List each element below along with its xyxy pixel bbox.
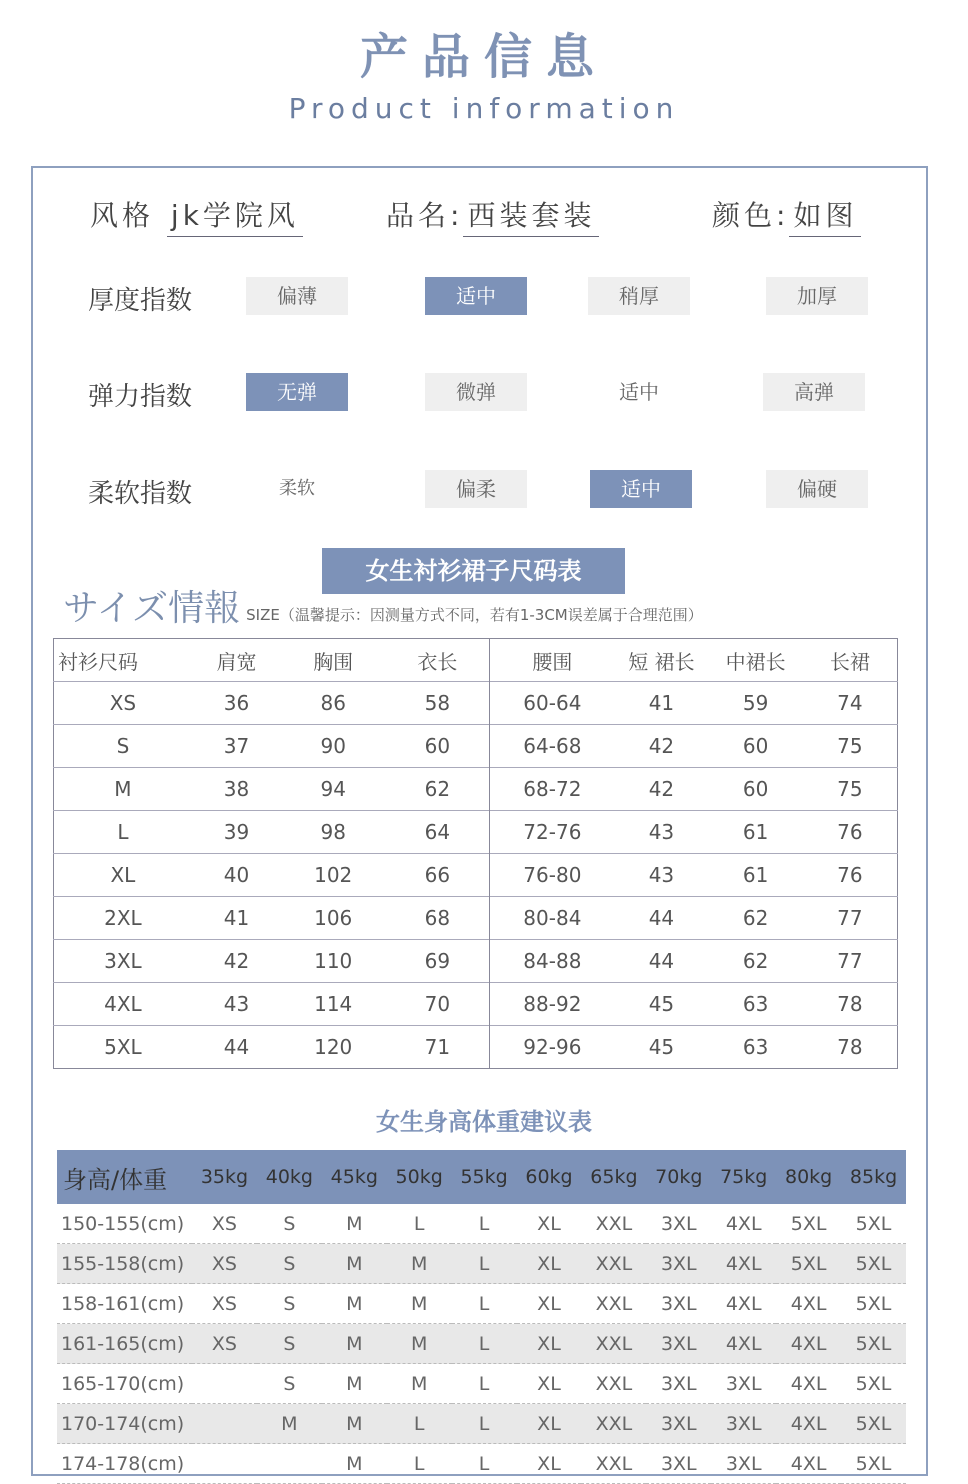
hw-cell [192, 1444, 257, 1484]
size-cell: 3XL [54, 940, 192, 983]
size-cell: 42 [614, 725, 708, 768]
meta-color-label: 颜色: [712, 199, 790, 232]
elasticity-chip-medium: 适中 [619, 380, 659, 404]
size-header-cell: 腰围 [490, 639, 614, 682]
hw-cell: S [257, 1324, 322, 1364]
size-row [54, 897, 898, 940]
size-cell: 90 [281, 725, 385, 768]
size-cell: 94 [281, 768, 385, 811]
hw-cell: 4XL [711, 1284, 776, 1324]
size-cell: 68-72 [490, 768, 614, 811]
meta-style-value: jk学院风 [167, 194, 303, 237]
size-row [54, 940, 898, 983]
hw-cell: XXL [581, 1404, 646, 1444]
hw-cell: M [322, 1204, 387, 1244]
size-cell: 58 [385, 682, 490, 725]
size-cell: 86 [281, 682, 385, 725]
size-header-cell: 衣长 [385, 639, 490, 682]
size-cell: 92-96 [490, 1026, 614, 1069]
size-cell: XL [54, 854, 192, 897]
hw-cell: 4XL [711, 1244, 776, 1284]
hw-cell: L [387, 1404, 452, 1444]
thickness-chip-thick: 加厚 [766, 277, 868, 315]
hw-cell: 4XL [711, 1324, 776, 1364]
size-header-cell: 衬衫尺码 [54, 639, 192, 682]
meta-name-value: 西装套装 [463, 194, 599, 237]
meta-color-value: 如图 [789, 194, 861, 237]
size-cell: 43 [614, 811, 708, 854]
size-cell: 39 [192, 811, 281, 854]
hw-row [57, 1204, 906, 1244]
hw-cell: XS [192, 1284, 257, 1324]
hw-cell: 4XL [711, 1204, 776, 1244]
size-cell: 36 [192, 682, 281, 725]
hw-cell: S [257, 1284, 322, 1324]
hw-cell: 4XL [776, 1324, 841, 1364]
size-cell: M [54, 768, 192, 811]
meta-name-label: 品名: [386, 199, 464, 232]
hw-cell: M [322, 1244, 387, 1284]
size-header-row [54, 639, 898, 682]
hw-cell: 3XL [711, 1364, 776, 1404]
hw-cell: L [387, 1204, 452, 1244]
size-row [54, 854, 898, 897]
hw-cell: S [257, 1364, 322, 1404]
height-weight-title: 女生身高体重建议表 [376, 1108, 592, 1136]
size-cell: 61 [709, 854, 803, 897]
size-cell: 60 [709, 768, 803, 811]
hw-cell: 3XL [711, 1444, 776, 1484]
hw-header-cell: 55kg [452, 1150, 517, 1204]
size-cell: 41 [614, 682, 708, 725]
hw-cell: 5XL [776, 1244, 841, 1284]
thickness-chip-thin: 偏薄 [246, 277, 348, 315]
size-cell: 75 [803, 725, 898, 768]
hw-cell: 3XL [646, 1324, 711, 1364]
size-cell: 80-84 [490, 897, 614, 940]
size-cell: 102 [281, 854, 385, 897]
size-heading [63, 580, 703, 631]
hw-row [57, 1444, 906, 1484]
size-cell: 45 [614, 1026, 708, 1069]
size-cell: 77 [803, 940, 898, 983]
size-cell: 43 [614, 854, 708, 897]
page-subtitle: Product information [288, 92, 680, 125]
hw-cell [192, 1364, 257, 1404]
size-header-cell: 肩宽 [192, 639, 281, 682]
size-header-cell: 长裙 [803, 639, 898, 682]
size-cell: 2XL [54, 897, 192, 940]
hw-header-cell: 80kg [776, 1150, 841, 1204]
hw-cell: L [452, 1284, 517, 1324]
size-cell: 5XL [54, 1026, 192, 1069]
size-cell: 78 [803, 983, 898, 1026]
hw-cell: L [452, 1444, 517, 1484]
size-cell: 43 [192, 983, 281, 1026]
size-cell: 71 [385, 1026, 490, 1069]
hw-cell: 5XL [776, 1204, 841, 1244]
hw-header-cell: 35kg [192, 1150, 257, 1204]
hw-cell: L [387, 1444, 452, 1484]
hw-cell: XXL [581, 1244, 646, 1284]
hw-cell: XL [517, 1404, 582, 1444]
size-cell: 42 [192, 940, 281, 983]
hw-cell: L [452, 1244, 517, 1284]
size-cell: 61 [709, 811, 803, 854]
thickness-chip-slightly-thick: 稍厚 [588, 277, 690, 315]
hw-cell: XXL [581, 1444, 646, 1484]
hw-cell: XL [517, 1444, 582, 1484]
hw-cell: M [322, 1364, 387, 1404]
hw-cell: S [257, 1204, 322, 1244]
hw-cell: 5XL [841, 1324, 906, 1364]
hw-cell: 5XL [841, 1244, 906, 1284]
index-label-thickness: 厚度指数 [88, 286, 193, 316]
size-cell: 40 [192, 854, 281, 897]
hw-cell: XL [517, 1244, 582, 1284]
hw-cell [192, 1404, 257, 1444]
meta-style-label: 风格 [90, 199, 155, 232]
hw-cell: L [452, 1324, 517, 1364]
hw-cell: M [387, 1324, 452, 1364]
size-cell: 76-80 [490, 854, 614, 897]
size-cell: 110 [281, 940, 385, 983]
hw-cell: XXL [581, 1284, 646, 1324]
hw-cell: 3XL [646, 1284, 711, 1324]
hw-cell: XL [517, 1364, 582, 1404]
size-cell: 106 [281, 897, 385, 940]
size-cell: 63 [709, 1026, 803, 1069]
hw-cell: 5XL [841, 1404, 906, 1444]
size-note: SIZE（温馨提示：因测量方式不同，若有1-3CM误差属于合理范围） [246, 606, 703, 624]
hw-cell: 155-158(cm) [57, 1244, 192, 1284]
hw-row [57, 1324, 906, 1364]
hw-header-cell: 50kg [387, 1150, 452, 1204]
elasticity-chip-slight: 微弹 [425, 373, 527, 411]
softness-chip-hard: 偏硬 [766, 470, 868, 508]
hw-cell: 5XL [841, 1204, 906, 1244]
hw-cell: 5XL [841, 1364, 906, 1404]
size-row [54, 983, 898, 1026]
size-cell: 68 [385, 897, 490, 940]
hw-cell: 5XL [841, 1444, 906, 1484]
size-row [54, 725, 898, 768]
size-cell: 75 [803, 768, 898, 811]
size-cell: S [54, 725, 192, 768]
size-cell: 64 [385, 811, 490, 854]
hw-cell: 3XL [711, 1404, 776, 1444]
size-cell: 63 [709, 983, 803, 1026]
size-cell: 77 [803, 897, 898, 940]
hw-cell: XXL [581, 1324, 646, 1364]
hw-header-cell: 60kg [517, 1150, 582, 1204]
hw-row [57, 1404, 906, 1444]
size-header-cell: 胸围 [281, 639, 385, 682]
size-cell: 88-92 [490, 983, 614, 1026]
index-label-elasticity: 弹力指数 [88, 382, 193, 412]
size-cell: 37 [192, 725, 281, 768]
hw-cell: 4XL [776, 1444, 841, 1484]
size-cell: 59 [709, 682, 803, 725]
hw-cell: 3XL [646, 1404, 711, 1444]
hw-cell: M [387, 1364, 452, 1404]
hw-cell: L [452, 1364, 517, 1404]
hw-cell: M [322, 1444, 387, 1484]
size-cell: 78 [803, 1026, 898, 1069]
size-cell: 44 [192, 1026, 281, 1069]
hw-cell: XS [192, 1204, 257, 1244]
hw-cell: 4XL [776, 1284, 841, 1324]
size-cell: 72-76 [490, 811, 614, 854]
hw-cell: 3XL [646, 1244, 711, 1284]
size-cell: 41 [192, 897, 281, 940]
size-cell: 60 [385, 725, 490, 768]
size-header-cell: 中裙长 [709, 639, 803, 682]
size-row [54, 1026, 898, 1069]
size-cell: 62 [709, 897, 803, 940]
hw-cell: XL [517, 1204, 582, 1244]
size-cell: 69 [385, 940, 490, 983]
hw-header-cell: 70kg [646, 1150, 711, 1204]
size-cell: 74 [803, 682, 898, 725]
hw-header-cell: 40kg [257, 1150, 322, 1204]
size-cell: 44 [614, 897, 708, 940]
hw-cell: 4XL [776, 1404, 841, 1444]
hw-row [57, 1244, 906, 1284]
hw-cell: 161-165(cm) [57, 1324, 192, 1364]
hw-cell: L [452, 1204, 517, 1244]
hw-cell: XL [517, 1284, 582, 1324]
hw-cell: 158-161(cm) [57, 1284, 192, 1324]
hw-cell: M [387, 1244, 452, 1284]
size-cell: 70 [385, 983, 490, 1026]
hw-cell: 174-178(cm) [57, 1444, 192, 1484]
size-cell: 42 [614, 768, 708, 811]
size-cell: XS [54, 682, 192, 725]
meta-style [90, 194, 303, 237]
size-row [54, 768, 898, 811]
size-row [54, 682, 898, 725]
size-cell: 60 [709, 725, 803, 768]
size-cell: 38 [192, 768, 281, 811]
size-cell: 76 [803, 811, 898, 854]
hw-cell: 170-174(cm) [57, 1404, 192, 1444]
hw-header-cell: 85kg [841, 1150, 906, 1204]
hw-cell: L [452, 1404, 517, 1444]
hw-cell [257, 1444, 322, 1484]
hw-cell: 150-155(cm) [57, 1204, 192, 1244]
hw-header-cell: 65kg [581, 1150, 646, 1204]
hw-cell: 3XL [646, 1364, 711, 1404]
elasticity-chip-high: 高弹 [763, 373, 865, 411]
size-cell: 66 [385, 854, 490, 897]
size-cell: 114 [281, 983, 385, 1026]
size-cell: 76 [803, 854, 898, 897]
size-cell: 45 [614, 983, 708, 1026]
size-cell: 4XL [54, 983, 192, 1026]
size-cell: 84-88 [490, 940, 614, 983]
hw-cell: M [322, 1324, 387, 1364]
hw-cell: S [257, 1244, 322, 1284]
softness-chip-soft: 柔软 [279, 478, 315, 499]
hw-cell: XS [192, 1324, 257, 1364]
size-cell: L [54, 811, 192, 854]
hw-cell: XS [192, 1244, 257, 1284]
page-title: 产品信息 [359, 29, 608, 85]
size-cell: 62 [385, 768, 490, 811]
size-cell: 62 [709, 940, 803, 983]
hw-cell: 3XL [646, 1444, 711, 1484]
hw-header-cell: 身高/体重 [57, 1150, 192, 1204]
hw-cell: 165-170(cm) [57, 1364, 192, 1404]
hw-cell: M [257, 1404, 322, 1444]
hw-cell: 4XL [776, 1364, 841, 1404]
elasticity-chip-none: 无弹 [246, 373, 348, 411]
size-chart-banner: 女生衬衫裙子尺码表 [322, 548, 625, 594]
softness-chip-medium: 适中 [590, 470, 692, 508]
size-cell: 120 [281, 1026, 385, 1069]
size-cell: 64-68 [490, 725, 614, 768]
size-cell: 44 [614, 940, 708, 983]
hw-row [57, 1284, 906, 1324]
hw-header-cell: 45kg [322, 1150, 387, 1204]
size-heading-text: サイズ情報 [63, 588, 241, 629]
softness-chip-slightly-soft: 偏柔 [425, 470, 527, 508]
size-header-cell: 短 裙长 [614, 639, 708, 682]
size-row [54, 811, 898, 854]
hw-cell: 3XL [646, 1204, 711, 1244]
thickness-chip-medium: 适中 [425, 277, 527, 315]
hw-header-cell: 75kg [711, 1150, 776, 1204]
hw-row [57, 1364, 906, 1404]
hw-header-row [57, 1150, 906, 1204]
size-cell: 98 [281, 811, 385, 854]
index-label-softness: 柔软指数 [88, 479, 193, 509]
size-cell: 60-64 [490, 682, 614, 725]
hw-cell: M [387, 1284, 452, 1324]
size-table [53, 638, 898, 1069]
height-weight-table [57, 1150, 906, 1484]
meta-color [712, 194, 861, 237]
hw-cell: M [322, 1284, 387, 1324]
meta-name [386, 194, 599, 237]
hw-cell: XXL [581, 1364, 646, 1404]
hw-cell: XL [517, 1324, 582, 1364]
hw-cell: M [322, 1404, 387, 1444]
hw-cell: XXL [581, 1204, 646, 1244]
hw-cell: 5XL [841, 1284, 906, 1324]
